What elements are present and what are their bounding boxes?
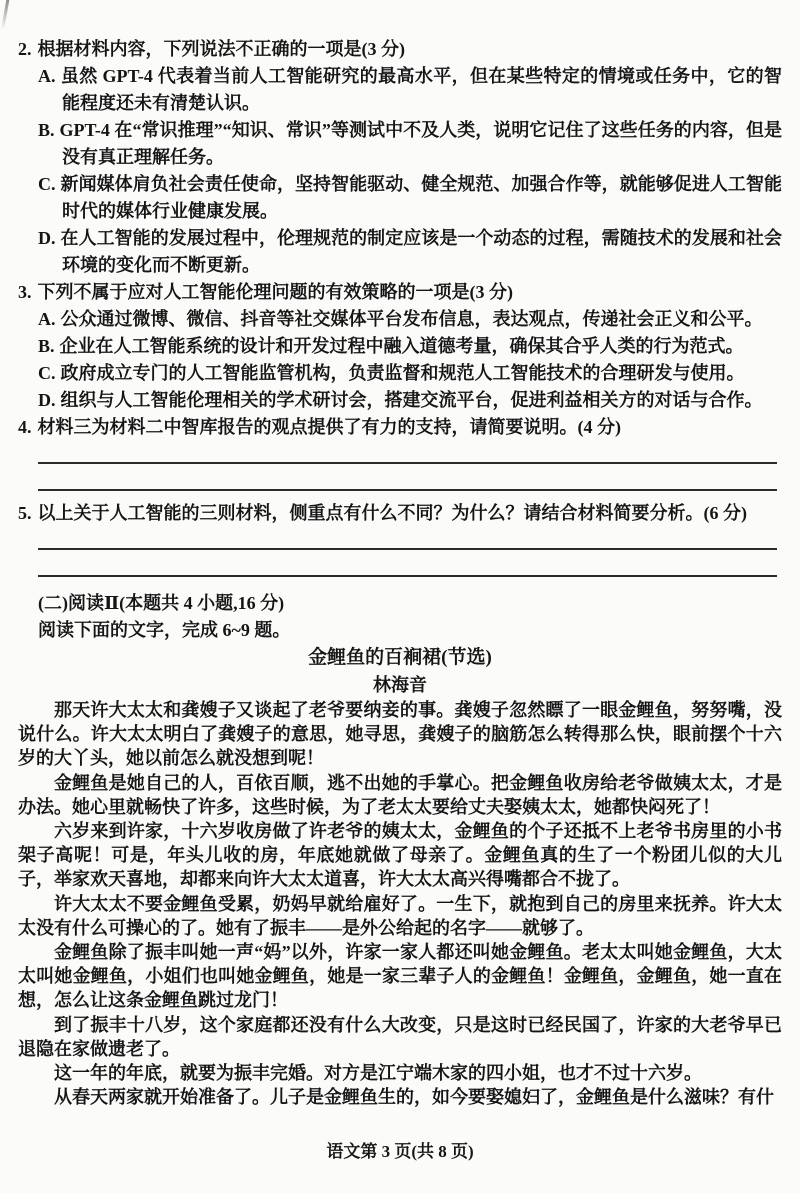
- question-3-option-a: [18, 306, 782, 333]
- option-text: 虽然 GPT-4 代表着当前人工智能研究的最高水平，但在某些特定的情境或任务中，它的智能程度还未有清楚认识。: [60, 66, 782, 113]
- question-number: 2.: [18, 39, 32, 59]
- question-stem-text: 材料三为材料二中智库报告的观点提供了有力的支持，请简要说明。(4 分): [37, 417, 621, 437]
- question-3-option-d: [18, 387, 782, 414]
- option-label: B.: [38, 336, 55, 356]
- option-label: A.: [38, 309, 56, 329]
- option-label: C.: [38, 363, 56, 383]
- answer-line: [38, 462, 777, 464]
- reading-instruction: 阅读下面的文字，完成 6~9 题。: [38, 620, 291, 640]
- passage-body: [18, 698, 782, 1109]
- passage-paragraph: 那天许大太太和龚嫂子又谈起了老爷要纳妾的事。龚嫂子忽然瞟了一眼金鲤鱼，努努嘴，没说什么。许大太太明白了龚嫂子的意思，她寻思，龚嫂子的脑筋怎么转得那么快，眼前摆个十六岁的大丫头，她以前怎么就没想到呢！: [18, 700, 782, 769]
- passage-title: 金鲤鱼的百裥裙(节选): [308, 647, 492, 668]
- question-4: [18, 414, 782, 491]
- question-2-option-b: [18, 117, 782, 171]
- option-text: 公众通过微博、微信、抖音等社交媒体平台发布信息，表达观点，传递社会正义和公平。: [60, 309, 763, 329]
- option-text: GPT-4 在“常识推理”“知识、常识”等测试中不及人类，说明它记住了这些任务的内容，但是没有真正理解任务。: [59, 120, 782, 167]
- question-number: 4.: [18, 417, 32, 437]
- passage-paragraph: 六岁来到许家，十六岁收房做了许老爷的姨太太，金鲤鱼的个子还抵不上老爷书房里的小书架子高呢！可是，年头儿收的房，年底她就做了母亲了。金鲤鱼真的生了一个粉团儿似的大儿子，举家欢天喜地，却都来向许大太太道喜，许大太太高兴得嘴都合不拢了。: [18, 821, 782, 890]
- question-number: 3.: [18, 282, 32, 302]
- question-2-option-a: [18, 63, 782, 117]
- scan-artifact: [1, 0, 10, 30]
- question-3-option-c: [18, 360, 782, 387]
- passage-paragraph: 金鲤鱼除了振丰叫她一声“妈”以外，许家一家人都还叫她金鲤鱼。老太太叫她金鲤鱼，大太太叫她金鲤鱼，小姐们也叫她金鲤鱼，她是一家三辈子人的金鲤鱼！金鲤鱼，金鲤鱼，她一直在想，怎么让这条金鲤鱼跳过龙门！: [18, 942, 782, 1011]
- option-label: C.: [38, 174, 56, 194]
- page-footer: 语文第 3 页(共 8 页): [326, 1142, 474, 1161]
- question-2-option-d: [18, 225, 782, 279]
- answer-line: [38, 548, 777, 550]
- passage-paragraph: 到了振丰十八岁，这个家庭都还没有什么大改变，只是这时已经民国了，许家的大老爷早已退隐在家做遗老了。: [18, 1014, 782, 1059]
- question-3: [18, 279, 782, 414]
- option-label: D.: [38, 228, 56, 248]
- option-text: 在人工智能的发展过程中，伦理规范的制定应该是一个动态的过程，需随技术的发展和社会环境的变化而不断更新。: [60, 228, 782, 275]
- question-stem-text: 根据材料内容，下列说法不正确的一项是(3 分): [37, 39, 405, 59]
- option-label: D.: [38, 390, 56, 410]
- passage-paragraph: 许大太太不要金鲤鱼受累，奶妈早就给雇好了。一生下，就抱到自己的房里来抚养。许大太太没有什么可操心的了。她有了振丰——是外公给起的名字——就够了。: [18, 893, 782, 938]
- passage-paragraph: 这一年的年底，就要为振丰完婚。对方是江宁端木家的四小姐，也才不过十六岁。: [54, 1063, 702, 1084]
- passage-paragraph: 金鲤鱼是她自己的人，百依百顺，逃不出她的手掌心。把金鲤鱼收房给老爷做姨太太，才是办法。她心里就畅快了许多，这些时候，为了老太太要给丈夫娶姨太太，她都快闷死了！: [18, 772, 782, 817]
- question-4-stem: [18, 414, 782, 441]
- question-3-option-b: [18, 333, 782, 360]
- option-label: A.: [38, 66, 56, 86]
- question-5: [18, 500, 782, 577]
- question-stem-text: 以上关于人工智能的三则材料，侧重点有什么不同？为什么？请结合材料简要分析。(6 分): [37, 503, 747, 523]
- question-2: [18, 36, 782, 279]
- question-2-option-c: [18, 171, 782, 225]
- option-label: B.: [38, 120, 55, 140]
- passage-paragraph: 从春天两家就开始准备了。儿子是金鲤鱼生的，如今要娶媳妇了，金鲤鱼是什么滋味？有什: [54, 1087, 774, 1108]
- question-3-stem: [18, 279, 782, 306]
- answer-line: [38, 489, 777, 491]
- question-stem-text: 下列不属于应对人工智能伦理问题的有效策略的一项是(3 分): [37, 282, 513, 302]
- answer-line: [38, 575, 777, 577]
- question-5-stem: [18, 500, 782, 527]
- question-2-stem: [18, 36, 782, 63]
- reading-section: [18, 590, 782, 1109]
- question-number: 5.: [18, 503, 32, 523]
- option-text: 新闻媒体肩负社会责任使命，坚持智能驱动、健全规范、加强合作等，就能够促进人工智能时代的媒体行业健康发展。: [60, 174, 782, 221]
- passage-author: 林海音: [373, 675, 427, 695]
- option-text: 组织与人工智能伦理相关的学术研讨会，搭建交流平台，促进利益相关方的对话与合作。: [60, 390, 763, 410]
- option-text: 政府成立专门的人工智能监管机构，负责监督和规范人工智能技术的合理研发与使用。: [60, 363, 745, 383]
- option-text: 企业在人工智能系统的设计和开发过程中融入道德考量，确保其合乎人类的行为范式。: [59, 336, 744, 356]
- reading-section-heading: (二)阅读Ⅱ(本题共 4 小题,16 分): [38, 593, 285, 613]
